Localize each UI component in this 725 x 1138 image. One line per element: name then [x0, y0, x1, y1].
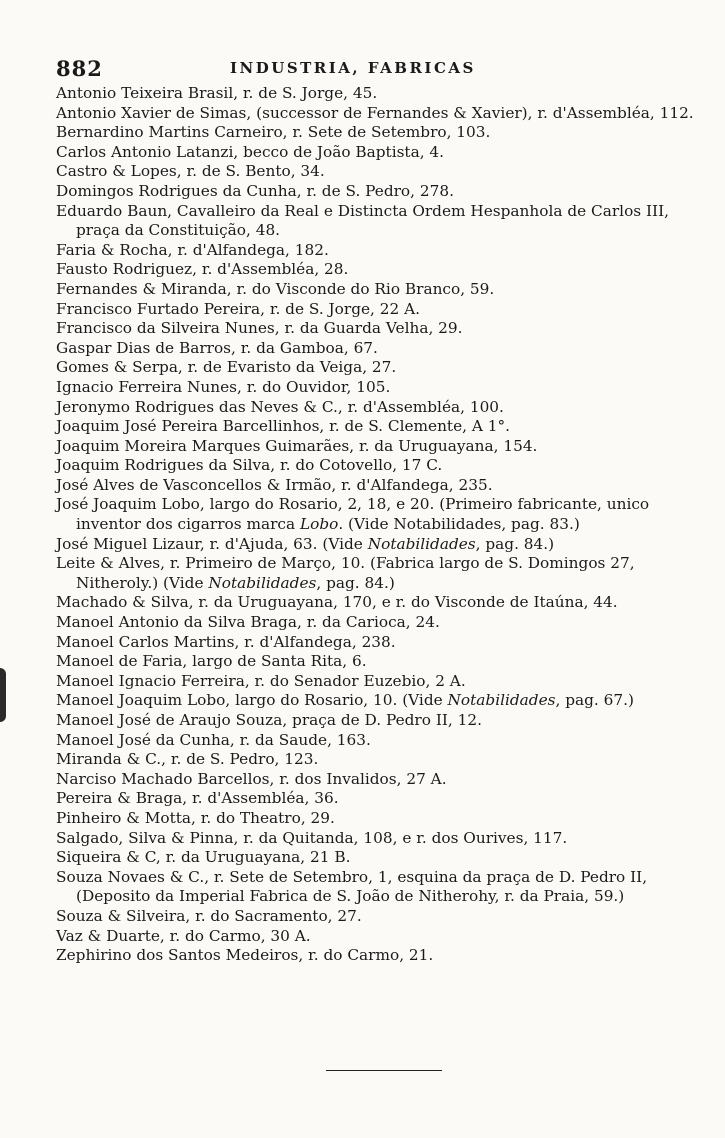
margin-ink-blot	[0, 668, 6, 722]
entry-text: Leite & Alves, r. Primeiro de Março, 10. (Fabrica largo de S. Domingos 27, Nitheroly.) (Vide	[56, 554, 635, 592]
list-item: Souza Novaes & C., r. Sete de Setembro, 1, esquina da praça de D. Pedro II, (Deposito da Imperial Fabrica de S. João de Nitherohy, r. da Praia, 59.)	[56, 867, 648, 906]
reference-title: Notabilidades	[208, 573, 317, 592]
directory-list	[56, 84, 708, 966]
entry-text: . (Vide Notabilidades, pag. 83.)	[338, 515, 580, 534]
list-item: Manoel José de Araujo Souza, praça de D. Pedro II, 12.	[56, 711, 482, 729]
list-item	[56, 495, 708, 534]
list-item	[56, 691, 708, 711]
entry-text: José Miguel Lizaur, r. d'Ajuda, 63. (Vide	[56, 534, 368, 553]
list-item: Ignacio Ferreira Nunes, r. do Ouvidor, 105.	[56, 377, 391, 396]
list-item: Miranda & C., r. de S. Pedro, 123.	[56, 750, 319, 769]
entry-text: , pag. 84.)	[475, 534, 555, 553]
entry-text: José Joaquim Lobo, largo do Rosario, 2, 18, e 20. (Primeiro fabricante, unico inventor dos cigarros marca	[56, 495, 650, 534]
list-item: Pereira & Braga, r. d'Assembléa, 36.	[56, 789, 339, 808]
end-rule-divider	[326, 1070, 442, 1071]
list-item: Fernandes & Miranda, r. do Visconde do Rio Branco, 59.	[56, 279, 495, 298]
list-item: Siqueira & C, r. da Uruguayana, 21 B.	[56, 848, 351, 867]
list-item: José Alves de Vasconcellos & Irmão, r. d'Alfandega, 235.	[56, 475, 493, 494]
list-item: Domingos Rodrigues da Cunha, r. de S. Pedro, 278.	[56, 181, 454, 200]
entry-text: , pag. 84.)	[316, 573, 395, 592]
list-item	[56, 535, 708, 555]
list-item: Gomes & Serpa, r. de Evaristo da Veiga, 27.	[56, 358, 397, 377]
list-item: Fausto Rodriguez, r. d'Assembléa, 28.	[56, 260, 349, 279]
list-item: Manoel Ignacio Ferreira, r. do Senador Euzebio, 2 A.	[56, 671, 466, 690]
list-item: Manoel Carlos Martins, r. d'Alfandega, 238.	[56, 632, 396, 651]
brand-name: Lobo	[299, 515, 339, 534]
list-item: Jeronymo Rodrigues das Neves & C., r. d'Assembléa, 100.	[56, 397, 504, 416]
list-item: Joaquim Rodrigues da Silva, r. do Cotovello, 17 C.	[56, 456, 443, 475]
entry-text: Manoel Joaquim Lobo, largo do Rosario, 10. (Vide	[56, 691, 448, 710]
list-item: Manoel Antonio da Silva Braga, r. da Carioca, 24.	[56, 613, 440, 632]
list-item: Joaquim José Pereira Barcellinhos, r. de S. Clemente, A 1°.	[56, 417, 510, 436]
reference-title: Notabilidades	[367, 534, 476, 553]
list-item	[56, 554, 708, 593]
list-item: Souza & Silveira, r. do Sacramento, 27.	[56, 906, 362, 925]
section-title: INDUSTRIA, FABRICAS	[230, 59, 476, 77]
list-item: Salgado, Silva & Pinna, r. da Quitanda, 108, e r. dos Ourives, 117.	[56, 828, 568, 847]
list-item: Machado & Silva, r. da Uruguayana, 170, e r. do Visconde de Itaúna, 44.	[56, 593, 618, 612]
list-item: Bernardino Martins Carneiro, r. Sete de Setembro, 103.	[56, 123, 491, 142]
list-item: Pinheiro & Motta, r. do Theatro, 29.	[56, 808, 335, 827]
list-item: Antonio Teixeira Brasil, r. de S. Jorge, 45.	[56, 84, 378, 102]
page-number: 882	[56, 56, 103, 81]
list-item: Joaquim Moreira Marques Guimarães, r. da Uruguayana, 154.	[56, 436, 538, 455]
page-header	[56, 56, 516, 84]
list-item: Vaz & Duarte, r. do Carmo, 30 A.	[56, 926, 311, 945]
list-item: Faria & Rocha, r. d'Alfandega, 182.	[56, 240, 329, 259]
list-item: Manoel José da Cunha, r. da Saude, 163.	[56, 730, 371, 749]
list-item: Francisco da Silveira Nunes, r. da Guarda Velha, 29.	[56, 319, 463, 338]
list-item: Narciso Machado Barcellos, r. dos Invalidos, 27 A.	[56, 769, 447, 788]
list-item: Gaspar Dias de Barros, r. da Gamboa, 67.	[56, 338, 378, 357]
reference-title: Notabilidades	[447, 691, 556, 710]
list-item: Carlos Antonio Latanzi, becco de João Baptista, 4.	[56, 142, 445, 161]
list-item: Castro & Lopes, r. de S. Bento, 34.	[56, 162, 325, 181]
entry-text: , pag. 67.)	[555, 691, 634, 710]
list-item: Manoel de Faria, largo de Santa Rita, 6.	[56, 652, 367, 671]
list-item: Zephirino dos Santos Medeiros, r. do Carmo, 21.	[56, 946, 434, 965]
list-item: Francisco Furtado Pereira, r. de S. Jorge, 22 A.	[56, 299, 421, 318]
list-item: Eduardo Baun, Cavalleiro da Real e Distincta Ordem Hespanhola de Carlos III, praça da Constituição, 48.	[56, 201, 669, 240]
list-item: Antonio Xavier de Simas, (successor de Fernandes & Xavier), r. d'Assembléa, 112.	[56, 103, 694, 122]
